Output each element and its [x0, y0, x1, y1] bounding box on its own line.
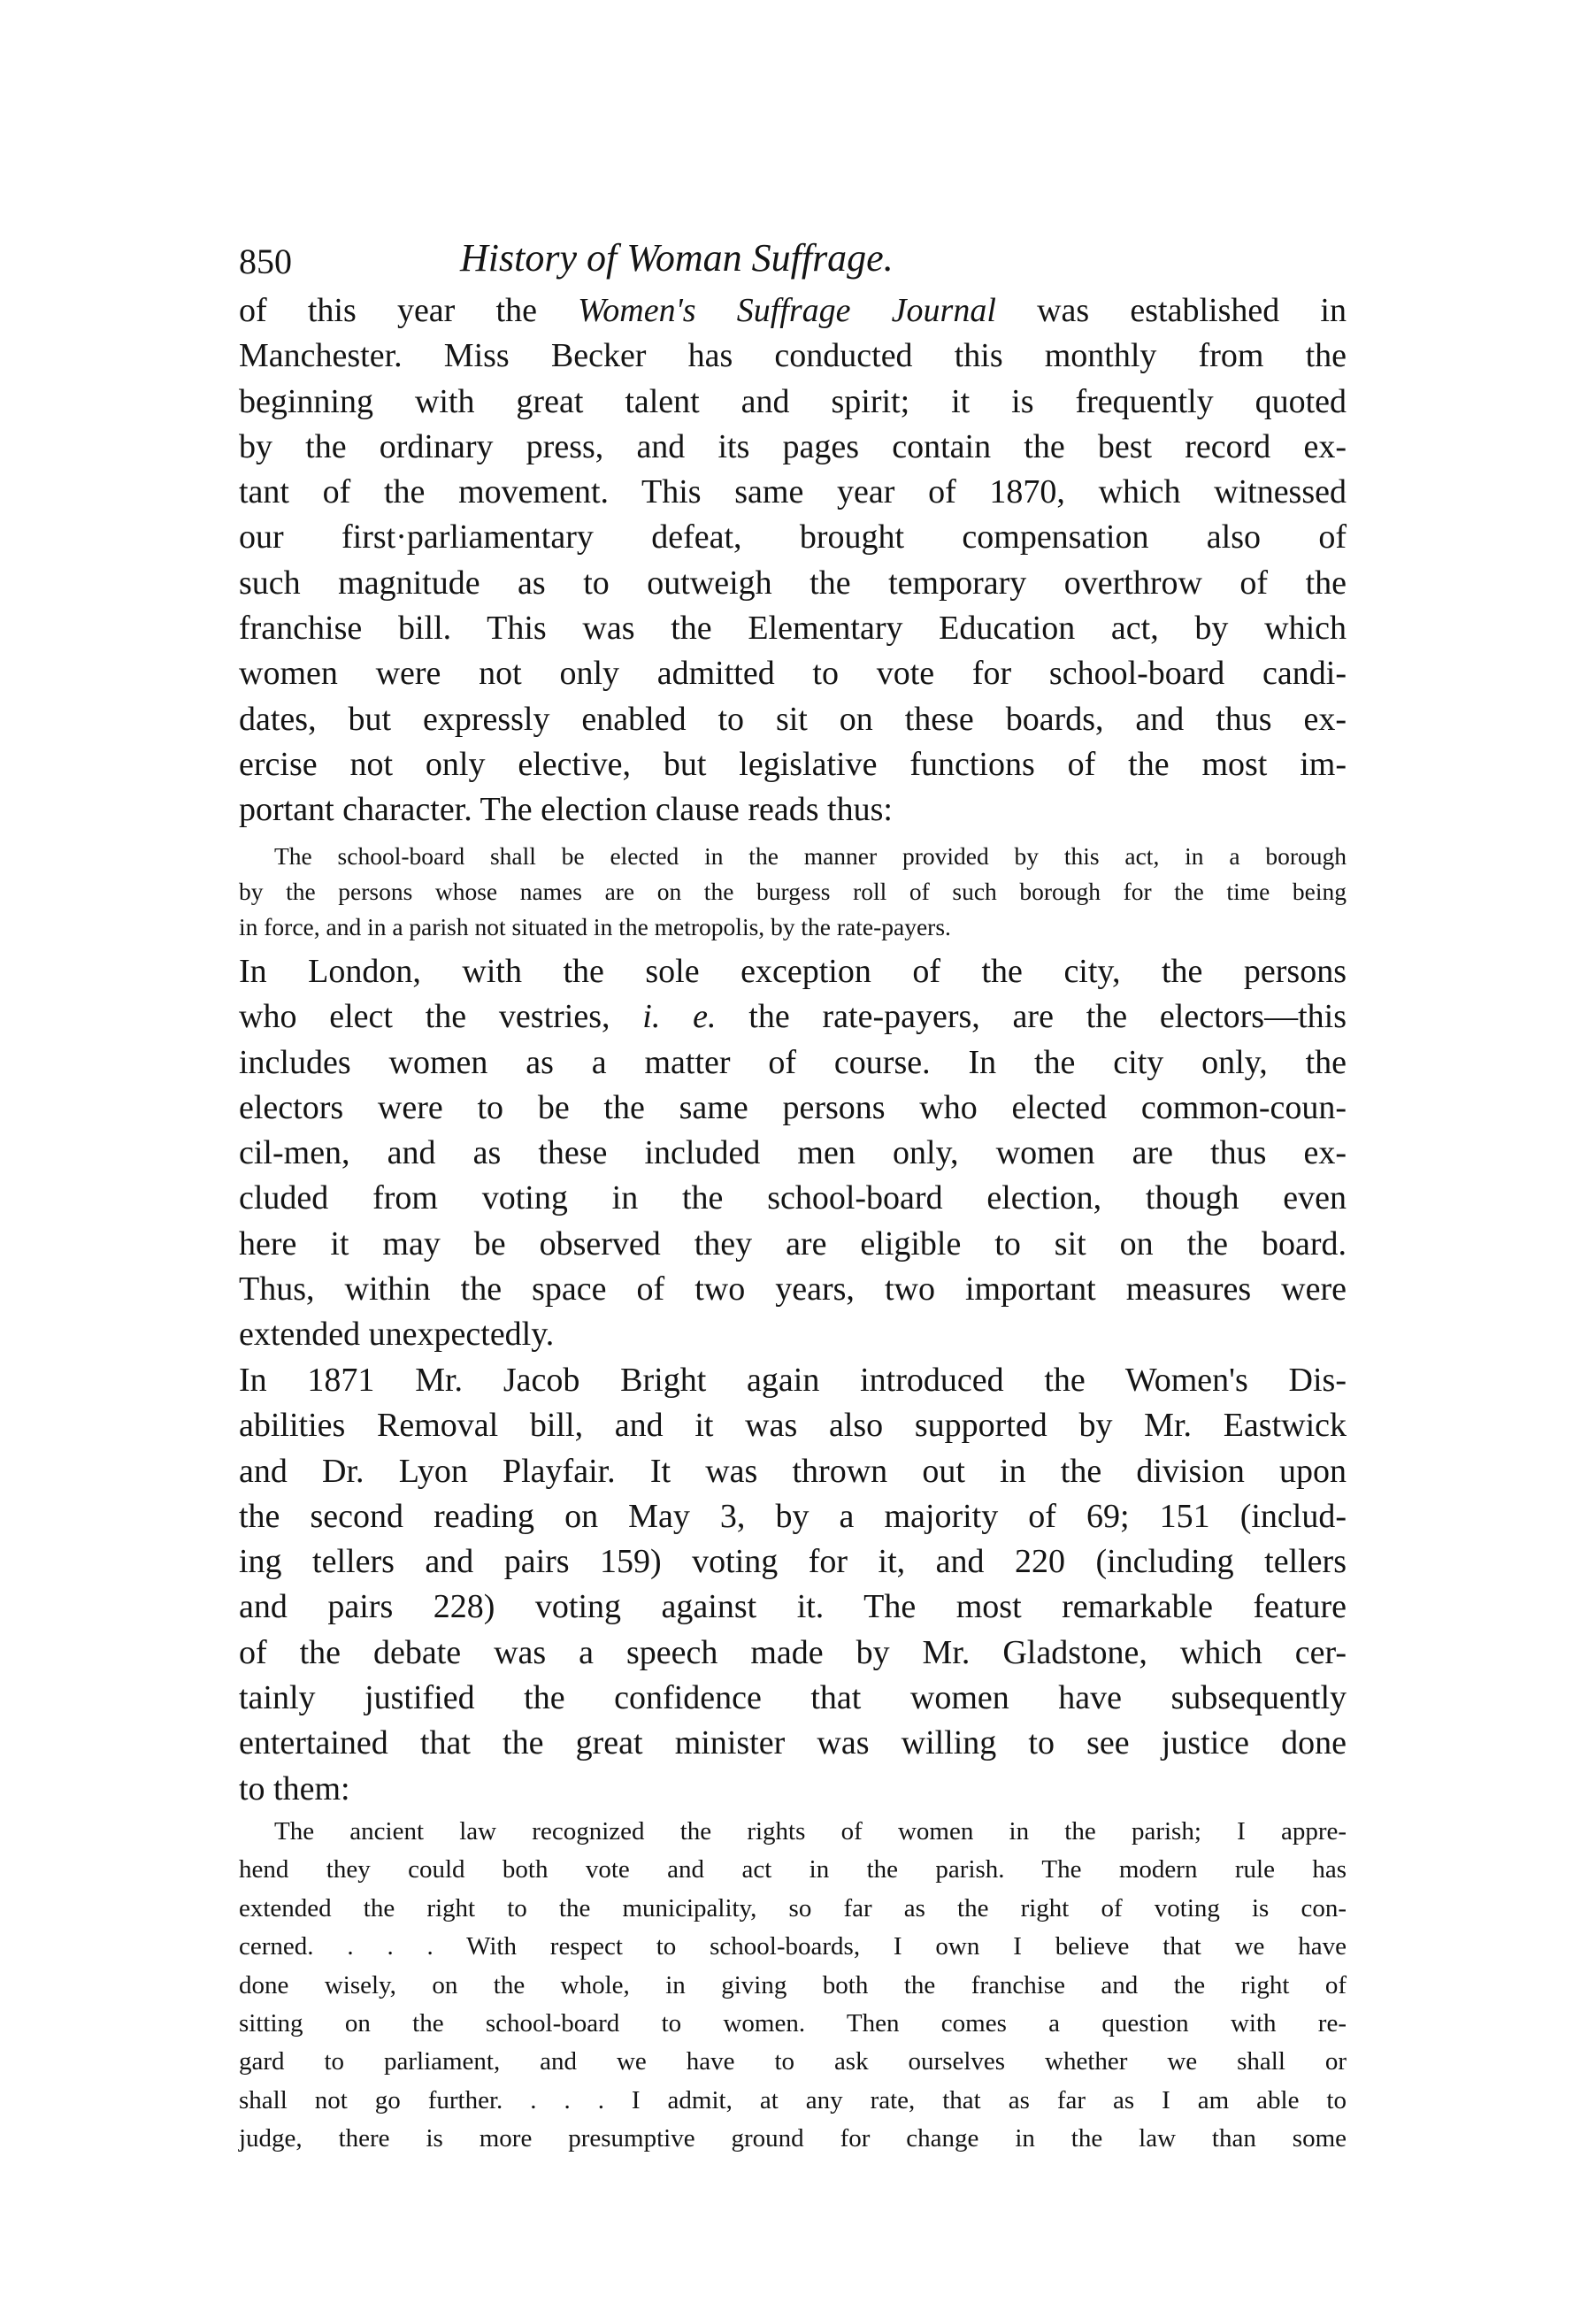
text-segment: beginning with great talent and spirit; it is frequently quoted — [239, 382, 1347, 420]
paragraph-london — [239, 949, 1347, 1358]
text-line — [239, 2005, 1347, 2043]
text-segment: includes women as a matter of course. In the city only, the — [239, 1043, 1347, 1081]
text-line — [239, 515, 1347, 560]
italic-text: i. e. — [642, 998, 717, 1036]
text-segment: entertained that the great minister was willing to see justice done — [239, 1724, 1347, 1762]
text-line — [239, 288, 1347, 334]
text-segment: The ancient law recognized the rights of women in the parish; I appre- — [274, 1817, 1347, 1846]
text-segment: dates, but expressly enabled to sit on these boards, and thus ex- — [239, 700, 1347, 738]
text-line — [239, 697, 1347, 742]
running-title: History of Woman Suffrage. — [460, 236, 894, 280]
text-segment: sitting on the school-board to women. Then comes a question with re- — [239, 2008, 1347, 2038]
text-line — [239, 651, 1347, 696]
text-line — [239, 787, 1347, 833]
text-line — [239, 380, 1347, 425]
text-segment: done wisely, on the whole, in giving both the franchise and the right of — [239, 1970, 1347, 1999]
text-segment: In London, with the sole exception of the city, the persons — [239, 953, 1347, 990]
text-line — [239, 1676, 1347, 1721]
text-line — [239, 1767, 1347, 1812]
text-segment: abilities Removal bill, and it was also supported by Mr. Eastwick — [239, 1407, 1347, 1445]
text-segment: and pairs 228) voting against it. The most remarkable feature — [239, 1588, 1347, 1626]
text-segment: Manchester. Miss Becker has conducted this monthly from the — [239, 337, 1347, 375]
text-line — [239, 1928, 1347, 1966]
text-line — [239, 1721, 1347, 1766]
text-line — [239, 334, 1347, 379]
text-segment: electors were to be the same persons who elected common-coun- — [239, 1088, 1347, 1126]
text-segment: hend they could both vote and act in the parish. The modern rule has — [239, 1855, 1347, 1884]
text-segment: who elect the vestries, — [239, 998, 643, 1036]
text-segment: portant character. The election clause reads thus: — [239, 791, 893, 829]
text-segment: to them: — [239, 1769, 350, 1807]
text-segment: women were not only admitted to vote for school-board candi- — [239, 655, 1347, 693]
text-segment: in force, and in a parish not situated in the metropolis, by the rate-payers. — [239, 913, 951, 940]
block-quote-gladstone — [239, 1813, 1347, 2159]
text-segment: of the debate was a speech made by Mr. Gladstone, which cer- — [239, 1633, 1347, 1671]
text-line — [239, 994, 1347, 1040]
text-segment: judge, there is more presumptive ground for change in the law than some — [239, 2124, 1347, 2153]
text-line — [239, 1131, 1347, 1176]
text-segment: gard to parliament, and we have to ask ourselves whether we shall or — [239, 2047, 1347, 2076]
text-segment: extended the right to the municipality, so far as the right of voting is con- — [239, 1893, 1347, 1922]
page-number: 850 — [239, 242, 292, 281]
text-line — [239, 470, 1347, 515]
text-segment: cluded from voting in the school-board election, though even — [239, 1179, 1347, 1217]
text-line — [239, 839, 1347, 874]
text-line — [239, 561, 1347, 606]
text-line — [239, 2043, 1347, 2081]
text-line — [239, 1358, 1347, 1403]
text-segment: such magnitude as to outweigh the temporary overthrow of the — [239, 564, 1347, 602]
text-line — [239, 1539, 1347, 1585]
text-line — [239, 425, 1347, 470]
paragraph-1 — [239, 288, 1347, 833]
text-segment: ing tellers and pairs 159) voting for it, and 220 (including tellers — [239, 1543, 1347, 1581]
text-line — [239, 1449, 1347, 1494]
text-segment: and Dr. Lyon Playfair. It was thrown out in the division upon — [239, 1452, 1347, 1490]
text-segment: franchise bill. This was the Elementary Education act, by which — [239, 610, 1347, 648]
text-line — [239, 1585, 1347, 1630]
text-segment: cil-men, and as these included men only, women are thus ex- — [239, 1134, 1347, 1172]
text-line — [239, 1086, 1347, 1131]
text-line — [239, 1222, 1347, 1267]
text-segment: shall not go further. . . . I admit, at any rate, that as far as I am able to — [239, 2085, 1347, 2114]
text-line — [239, 1403, 1347, 1448]
italic-text: Women's Suffrage Journal — [578, 292, 996, 329]
text-line — [239, 874, 1347, 909]
text-segment: ercise not only elective, but legislative functions of the most im- — [239, 745, 1347, 783]
text-line — [239, 2120, 1347, 2158]
text-segment: our first·parliamentary defeat, brought compensation also of — [239, 518, 1347, 556]
text-segment: here it may be observed they are eligible to sit on the board. — [239, 1224, 1347, 1262]
text-line — [239, 1040, 1347, 1086]
text-line — [239, 606, 1347, 651]
text-line — [239, 1967, 1347, 2005]
text-segment: of this year the — [239, 292, 579, 329]
text-line — [239, 949, 1347, 994]
text-line — [239, 1312, 1347, 1357]
text-line — [239, 2082, 1347, 2120]
text-line — [239, 742, 1347, 787]
block-quote-education-act — [239, 839, 1347, 945]
text-line — [239, 1176, 1347, 1221]
text-segment: extended unexpectedly. — [239, 1316, 555, 1354]
text-line — [239, 909, 1347, 945]
text-line — [239, 1851, 1347, 1889]
text-line — [239, 1813, 1347, 1851]
text-segment: the second reading on May 3, by a majority of 69; 151 (includ- — [239, 1497, 1347, 1535]
text-line — [239, 1267, 1347, 1312]
text-segment: the rate-payers, are the electors—this — [716, 998, 1347, 1036]
text-segment: The school-board shall be elected in the manner provided by this act, in a borough — [274, 842, 1347, 870]
text-segment: by the persons whose names are on the burgess roll of such borough for the time being — [239, 878, 1347, 905]
text-segment: cerned. . . . With respect to school-boards, I own I believe that we have — [239, 1932, 1347, 1961]
text-segment: Thus, within the space of two years, two important measures were — [239, 1270, 1347, 1308]
text-line — [239, 1494, 1347, 1539]
text-segment: tant of the movement. This same year of 1870, which witnessed — [239, 473, 1347, 511]
text-segment: was established in — [995, 292, 1347, 329]
text-segment: tainly justified the confidence that women have subsequently — [239, 1679, 1347, 1717]
text-segment: In 1871 Mr. Jacob Bright again introduced the Women's Dis- — [239, 1362, 1347, 1399]
text-line — [239, 1890, 1347, 1928]
text-line — [239, 1631, 1347, 1676]
paragraph-1871 — [239, 1358, 1347, 1812]
text-segment: by the ordinary press, and its pages contain the best record ex- — [239, 427, 1347, 465]
